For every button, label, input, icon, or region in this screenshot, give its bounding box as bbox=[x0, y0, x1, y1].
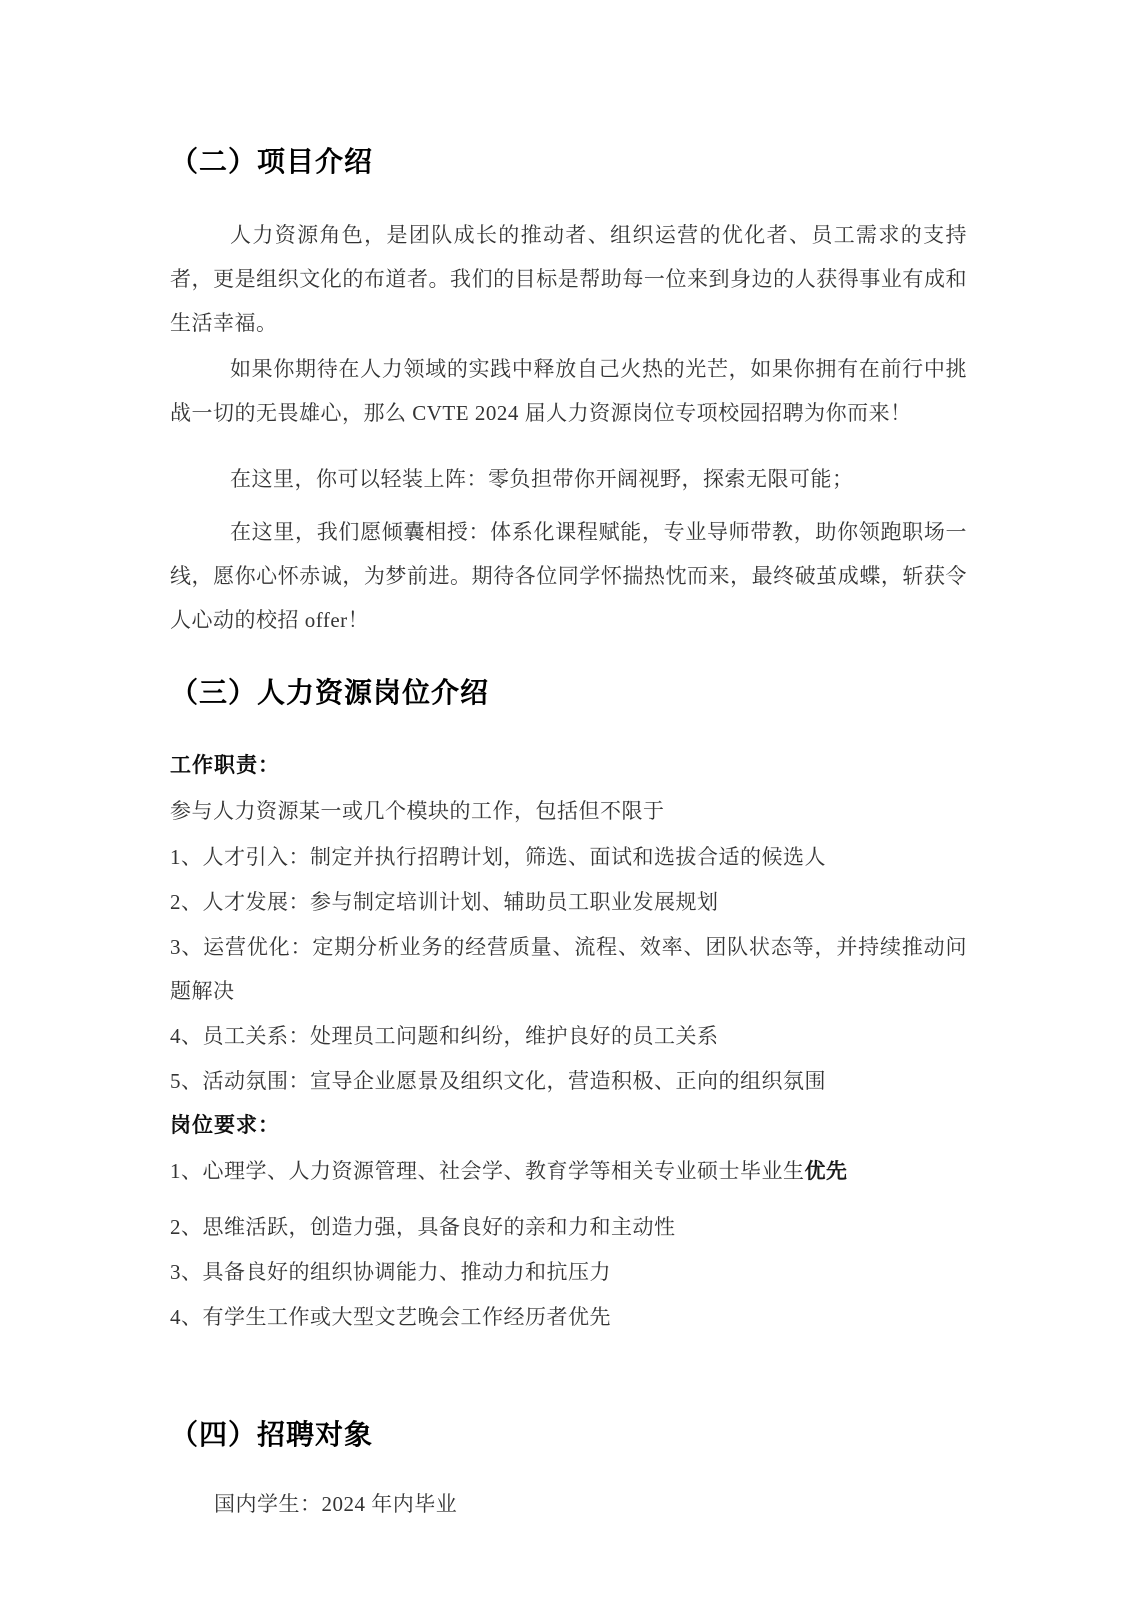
para-here-light: 在这里，你可以轻装上阵：零负担带你开阔视野，探索无限可能； bbox=[230, 467, 854, 491]
para-hr-role: 人力资源角色，是团队成长的推动者、组织运营的优化者、员工需求的支持者，更是组织文化的布道者。我们的目标是帮助每一位来到身边的人获得事业有成和生活幸福。 bbox=[170, 223, 967, 335]
duty-item-3: 3、运营优化：定期分析业务的经营质量、流程、效率、团队状态等，并持续推动问题解决 bbox=[170, 935, 967, 1003]
requirement-item-1-text: 1、心理学、人力资源管理、社会学、教育学等相关专业硕士毕业生 bbox=[170, 1159, 805, 1183]
requirement-item-4: 4、有学生工作或大型文艺晚会工作经历者优先 bbox=[170, 1305, 611, 1329]
duty-item-1: 1、人才引入：制定并执行招聘计划，筛选、面试和选拔合适的候选人 bbox=[170, 845, 826, 869]
requirement-item-2: 2、思维活跃，创造力强，具备良好的亲和力和主动性 bbox=[170, 1215, 676, 1239]
section-2-heading: （二）项目介绍 bbox=[170, 146, 374, 177]
duty-item-2: 2、人才发展：参与制定培训计划、辅助员工职业发展规划 bbox=[170, 890, 719, 914]
para-here-mentor: 在这里，我们愿倾囊相授：体系化课程赋能，专业导师带教，助你领跑职场一线，愿你心怀赤诚，为梦前进。期待各位同学怀揣热忱而来，最终破茧成蝶，斩获令人心动的校招 offer！ bbox=[170, 520, 967, 632]
duty-item-5: 5、活动氛围：宣导企业愿景及组织文化，营造积极、正向的组织氛围 bbox=[170, 1069, 826, 1093]
duties-lead: 参与人力资源某一或几个模块的工作，包括但不限于 bbox=[170, 799, 665, 823]
recruit-target-text: 国内学生：2024 年内毕业 bbox=[214, 1492, 458, 1516]
para-cvte-invite: 如果你期待在人力领域的实践中释放自己火热的光芒，如果你拥有在前行中挑战一切的无畏雄心，那么 CVTE 2024 届人力资源岗位专项校园招聘为你而来！ bbox=[170, 357, 967, 425]
requirement-item-1 bbox=[170, 1149, 967, 1194]
duty-item-4: 4、员工关系：处理员工问题和纠纷，维护良好的员工关系 bbox=[170, 1024, 719, 1048]
duties-title: 工作职责： bbox=[170, 754, 280, 777]
section-3-heading: （三）人力资源岗位介绍 bbox=[170, 677, 490, 708]
requirements-title: 岗位要求： bbox=[170, 1114, 280, 1137]
section-4-heading: （四）招聘对象 bbox=[170, 1419, 374, 1450]
requirement-item-3: 3、具备良好的组织协调能力、推动力和抗压力 bbox=[170, 1260, 611, 1284]
priority-emphasis: 优先 bbox=[804, 1160, 848, 1183]
